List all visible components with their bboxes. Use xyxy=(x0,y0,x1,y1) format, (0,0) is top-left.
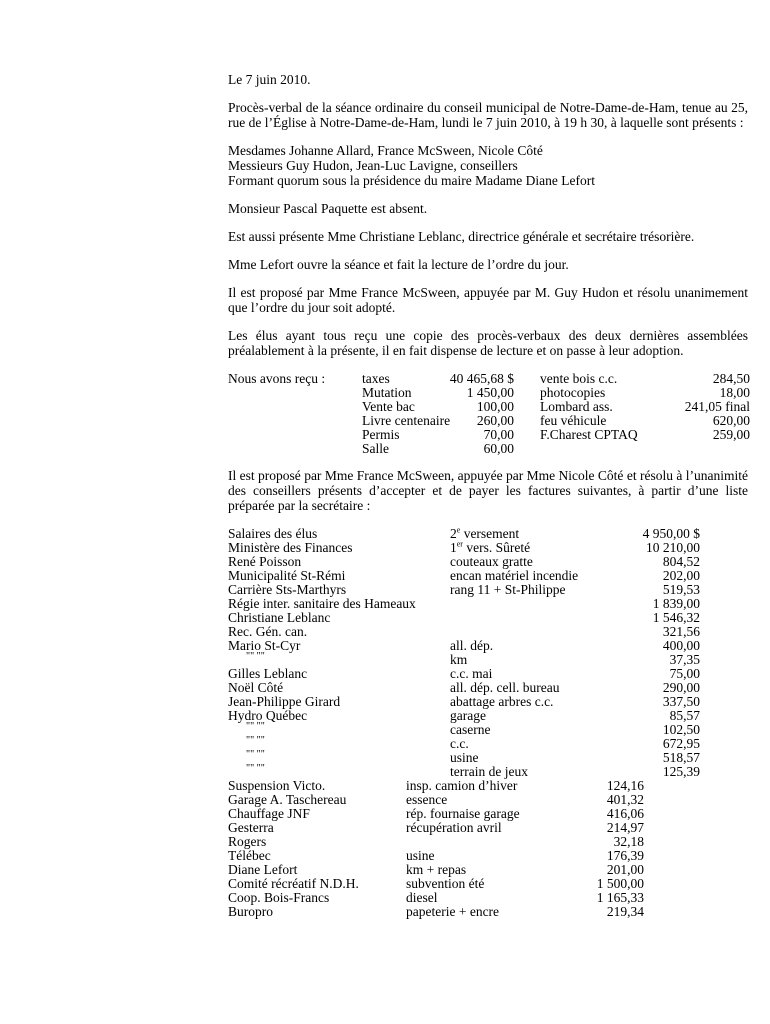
receipts-right-column xyxy=(540,371,750,441)
invoice-row xyxy=(228,708,748,722)
invoice-amount: 1 839,00 xyxy=(652,596,700,611)
invoice-row xyxy=(228,596,748,610)
invoice-description xyxy=(406,792,447,807)
invoice-description xyxy=(406,862,466,877)
receipt-amount: 1 450,00 xyxy=(466,385,514,400)
absent-line: Monsieur Pascal Paquette est absent. xyxy=(228,201,428,216)
receipt-label: Vente bac xyxy=(362,399,415,414)
invoice-row xyxy=(228,862,748,876)
invoice-amount: 290,00 xyxy=(662,680,700,695)
invoice-desc-suffix: e xyxy=(456,525,461,535)
invoice-row xyxy=(228,904,748,918)
invoice-desc-text: km + repas xyxy=(406,862,467,877)
invoice-payee: Municipalité St-Rémi xyxy=(228,568,346,583)
receipt-label: Lombard ass. xyxy=(540,399,613,414)
agenda-motion: Il est proposé par Mme France McSween, appuyée par M. Guy Hudon et résolu unanimement que l’ordre du jour soit adopté. xyxy=(228,285,748,315)
receipt-label: F.Charest CPTAQ xyxy=(540,427,638,442)
invoice-description xyxy=(450,666,492,681)
invoice-description xyxy=(450,652,467,667)
invoice-amount: 401,32 xyxy=(606,792,644,807)
quorum-line: Formant quorum sous la présidence du maire Madame Diane Lefort xyxy=(228,173,596,188)
invoice-amount: 672,95 xyxy=(662,736,700,751)
invoice-desc-suffix: er xyxy=(456,539,463,549)
receipt-amount: 284,50 xyxy=(712,371,750,386)
invoice-desc-text: couteaux gratte xyxy=(450,554,533,569)
invoice-description xyxy=(406,806,520,821)
invoice-amount: 416,06 xyxy=(606,806,644,821)
invoice-desc-text: récupération avril xyxy=(406,820,502,835)
invoice-description xyxy=(406,848,435,863)
invoice-amount: 1 165,33 xyxy=(596,890,644,905)
invoice-desc-text: versement xyxy=(460,526,520,541)
invoice-desc-text: c.c. xyxy=(450,736,469,751)
ditto-marks: "" "" xyxy=(246,735,265,746)
invoice-row xyxy=(228,806,748,820)
invoice-payee: Carrière Sts-Marthyrs xyxy=(228,582,347,597)
receipt-label: Salle xyxy=(362,441,389,456)
invoice-row xyxy=(228,610,748,624)
invoice-payee: Suspension Victo. xyxy=(228,778,326,793)
invoice-description xyxy=(450,750,479,765)
invoice-row xyxy=(228,848,748,862)
invoice-amount: 4 950,00 $ xyxy=(642,526,700,541)
invoice-amount: 321,56 xyxy=(662,624,700,639)
invoice-description xyxy=(406,820,502,835)
invoice-description xyxy=(450,722,490,737)
invoice-amount: 202,00 xyxy=(662,568,700,583)
invoice-amount: 85,57 xyxy=(669,708,700,723)
invoice-payee: Jean-Philippe Girard xyxy=(228,694,341,709)
invoice-row xyxy=(228,820,748,834)
receipt-row xyxy=(362,427,514,441)
invoice-amount: 1 546,32 xyxy=(652,610,700,625)
invoice-amount: 75,00 xyxy=(669,666,700,681)
invoice-desc-text: abattage arbres c.c. xyxy=(450,694,554,709)
receipt-amount: 259,00 xyxy=(712,427,750,442)
receipt-label: feu véhicule xyxy=(540,413,607,428)
invoice-amount: 125,39 xyxy=(662,764,700,779)
receipt-row xyxy=(362,413,514,427)
invoice-amount: 1 500,00 xyxy=(596,876,644,891)
ditto-marks: "" "" xyxy=(246,651,265,662)
invoice-row xyxy=(228,736,748,750)
invoice-desc-text: essence xyxy=(406,792,448,807)
invoice-amount: 37,35 xyxy=(669,652,700,667)
invoice-description xyxy=(450,694,553,709)
receipt-row xyxy=(540,385,750,399)
invoice-row xyxy=(228,876,748,890)
receipt-row xyxy=(540,371,750,385)
invoice-description xyxy=(406,904,499,919)
ditto-marks: "" "" xyxy=(246,749,265,760)
invoice-row xyxy=(228,526,748,540)
invoice-description xyxy=(450,708,486,723)
invoice-amount: 219,34 xyxy=(606,904,644,919)
minutes-motion: Les élus ayant tous reçu une copie des procès-verbaux des deux dernières assemblées préalablement à la présente, il en fait dispense de lecture et on passe à leur adoption. xyxy=(228,328,748,358)
invoice-row xyxy=(228,750,748,764)
invoice-payee: Comité récréatif N.D.H. xyxy=(228,876,359,891)
receipt-label: Permis xyxy=(362,427,400,442)
invoice-row xyxy=(228,834,748,848)
invoice-desc-text: insp. camion d’hiver xyxy=(406,778,518,793)
receipt-amount: 70,00 xyxy=(483,427,514,442)
invoice-payee: Gesterra xyxy=(228,820,274,835)
invoice-payee: Télébec xyxy=(228,848,271,863)
invoice-amount: 10 210,00 xyxy=(646,540,700,555)
secretary-line: Est aussi présente Mme Christiane Leblanc, directrice générale et secrétaire trésorière. xyxy=(228,229,695,244)
invoice-payee: Ministère des Finances xyxy=(228,540,353,555)
receipt-amount: 260,00 xyxy=(476,413,514,428)
present-men: Messieurs Guy Hudon, Jean-Luc Lavigne, conseillers xyxy=(228,158,518,173)
invoice-row xyxy=(228,568,748,582)
invoice-row xyxy=(228,792,748,806)
invoice-amount: 337,50 xyxy=(662,694,700,709)
receipt-row xyxy=(540,427,750,441)
receipt-label: Livre centenaire xyxy=(362,413,451,428)
invoice-payee: Rec. Gén. can. xyxy=(228,624,308,639)
receipt-row xyxy=(362,441,514,455)
attendance-block xyxy=(228,143,748,188)
receipt-row xyxy=(362,399,514,413)
invoice-desc-text: rép. fournaise garage xyxy=(406,806,520,821)
receipt-row xyxy=(540,399,750,413)
receipt-row xyxy=(540,413,750,427)
invoice-desc-text: papeterie + encre xyxy=(406,904,500,919)
receipts-heading: Nous avons reçu : xyxy=(228,371,326,386)
invoice-row xyxy=(228,638,748,652)
invoice-row xyxy=(228,694,748,708)
invoice-description xyxy=(450,554,533,569)
invoice-description xyxy=(450,540,530,555)
minutes-document xyxy=(228,72,748,918)
ditto-marks: "" "" xyxy=(246,721,265,732)
invoice-amount: 32,18 xyxy=(613,834,644,849)
invoice-list-continued xyxy=(228,778,748,918)
invoice-payee: Salaires des élus xyxy=(228,526,318,541)
receipt-amount: 60,00 xyxy=(483,441,514,456)
receipt-row xyxy=(362,371,514,385)
invoice-description xyxy=(450,638,493,653)
receipt-amount: 620,00 xyxy=(712,413,750,428)
invoice-desc-text: km xyxy=(450,652,468,667)
invoice-amount: 176,39 xyxy=(606,848,644,863)
invoice-payee: Mario St-Cyr xyxy=(228,638,301,653)
invoice-description xyxy=(406,876,484,891)
invoice-payee: Rogers xyxy=(228,834,267,849)
invoice-amount: 201,00 xyxy=(606,862,644,877)
invoice-row xyxy=(228,554,748,568)
invoice-description xyxy=(450,582,565,597)
invoice-amount: 804,52 xyxy=(662,554,700,569)
invoice-row xyxy=(228,890,748,904)
invoice-list xyxy=(228,526,748,778)
invoice-row xyxy=(228,666,748,680)
invoice-amount: 124,16 xyxy=(606,778,644,793)
receipts-left-column xyxy=(362,371,514,455)
invoice-payee: Gilles Leblanc xyxy=(228,666,308,681)
invoice-desc-text: all. dép. cell. bureau xyxy=(450,680,560,695)
invoice-row xyxy=(228,722,748,736)
receipts-block xyxy=(228,371,748,455)
receipt-label: Mutation xyxy=(362,385,412,400)
invoice-desc-text: subvention été xyxy=(406,876,485,891)
invoice-row xyxy=(228,624,748,638)
payment-motion: Il est proposé par Mme France McSween, appuyée par Mme Nicole Côté et résolu à l’unanimité des conseillers présents d’accepter et de payer les factures suivantes, à partir d’une liste préparée par la secrétaire : xyxy=(228,468,748,513)
invoice-payee: Coop. Bois-Francs xyxy=(228,890,330,905)
meeting-date: Le 7 juin 2010. xyxy=(228,72,311,87)
meeting-intro: Procès-verbal de la séance ordinaire du conseil municipal de Notre-Dame-de-Ham, tenue au 25, rue de l’Église à Notre-Dame-de-Ham, lundi le 7 juin 2010, à 19 h 30, à laquelle sont présents : xyxy=(228,100,748,130)
invoice-description xyxy=(450,568,578,583)
invoice-desc-text: usine xyxy=(450,750,479,765)
receipt-row xyxy=(362,385,514,399)
invoice-payee: Chauffage JNF xyxy=(228,806,310,821)
invoice-desc-text: usine xyxy=(406,848,435,863)
invoice-payee: Régie inter. sanitaire des Hameaux xyxy=(228,596,416,611)
invoice-amount: 102,50 xyxy=(662,722,700,737)
invoice-desc-text: encan matériel incendie xyxy=(450,568,579,583)
invoice-payee: Noël Côté xyxy=(228,680,284,695)
invoice-row xyxy=(228,540,748,554)
receipt-label: taxes xyxy=(362,371,390,386)
invoice-description xyxy=(450,680,559,695)
receipt-amount: 100,00 xyxy=(476,399,514,414)
ditto-marks: "" "" xyxy=(246,763,265,774)
invoice-desc-text: rang 11 + St-Philippe xyxy=(450,582,566,597)
invoice-amount: 214,97 xyxy=(606,820,644,835)
invoice-desc-text: all. dép. xyxy=(450,638,494,653)
invoice-payee: Buropro xyxy=(228,904,273,919)
invoice-row xyxy=(228,764,748,778)
invoice-desc-text: caserne xyxy=(450,722,491,737)
receipt-amount: 241,05 final xyxy=(684,399,750,414)
receipt-amount: 40 465,68 $ xyxy=(449,371,514,386)
invoice-payee: Diane Lefort xyxy=(228,862,298,877)
invoice-description xyxy=(406,890,438,905)
invoice-desc-text: diesel xyxy=(406,890,438,905)
invoice-payee: Christiane Leblanc xyxy=(228,610,331,625)
receipt-label: photocopies xyxy=(540,385,606,400)
invoice-amount: 519,53 xyxy=(662,582,700,597)
invoice-row xyxy=(228,652,748,666)
opening-line: Mme Lefort ouvre la séance et fait la lecture de l’ordre du jour. xyxy=(228,257,569,272)
invoice-desc-number: 1 xyxy=(450,540,457,555)
invoice-desc-number: 2 xyxy=(450,526,457,541)
invoice-amount: 518,57 xyxy=(662,750,700,765)
invoice-payee: René Poisson xyxy=(228,554,302,569)
invoice-description xyxy=(450,736,469,751)
invoice-desc-text: vers. Sûreté xyxy=(462,540,531,555)
invoice-row xyxy=(228,778,748,792)
invoice-payee: Garage A. Taschereau xyxy=(228,792,347,807)
invoice-description xyxy=(450,764,528,779)
invoice-amount: 400,00 xyxy=(662,638,700,653)
invoice-desc-text: c.c. mai xyxy=(450,666,493,681)
present-women: Mesdames Johanne Allard, France McSween, Nicole Côté xyxy=(228,143,543,158)
invoice-row xyxy=(228,582,748,596)
invoice-row xyxy=(228,680,748,694)
receipt-label: vente bois c.c. xyxy=(540,371,618,386)
invoice-payee: Hydro Québec xyxy=(228,708,308,723)
invoice-description xyxy=(406,778,517,793)
invoice-desc-text: terrain de jeux xyxy=(450,764,528,779)
invoice-desc-text: garage xyxy=(450,708,486,723)
receipt-amount: 18,00 xyxy=(719,385,750,400)
